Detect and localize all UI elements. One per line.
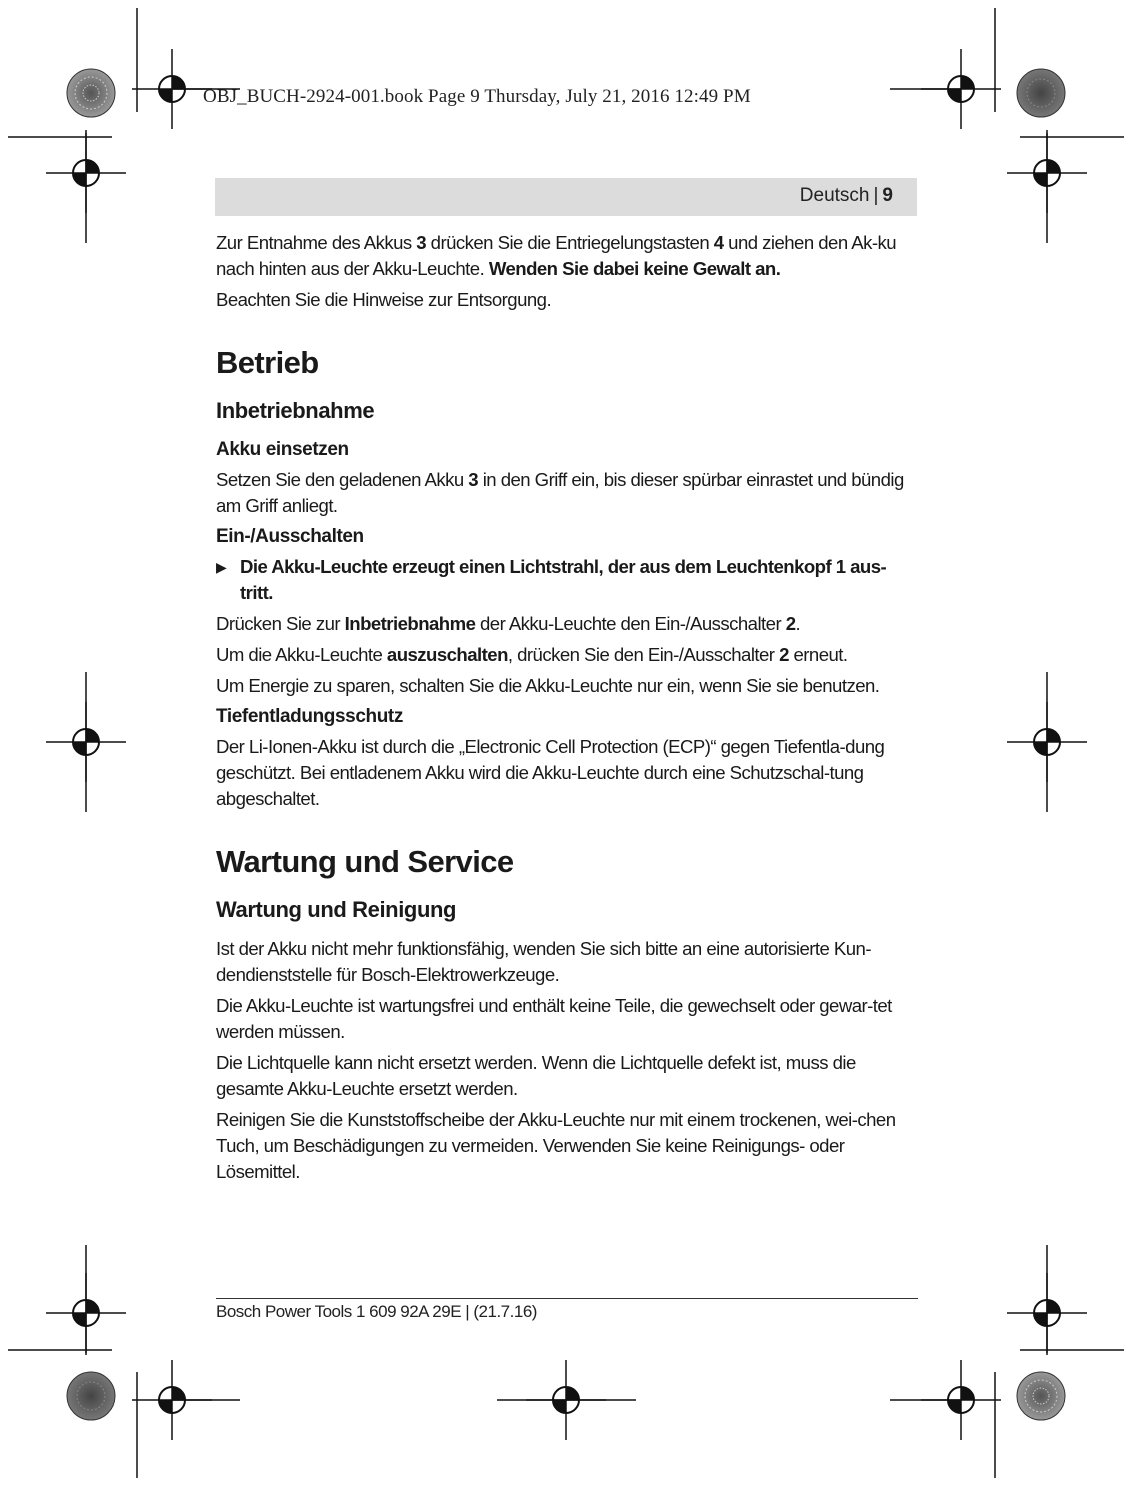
ref-number: 2 <box>779 644 789 665</box>
text-run: Setzen Sie den geladenen Akku <box>216 469 469 490</box>
heading-ein-ausschalten: Ein-/Ausschalten <box>216 526 364 547</box>
intro-paragraph-disposal: Beachten Sie die Hinweise zur Entsorgung. <box>216 289 552 310</box>
page-label <box>800 185 893 207</box>
subsection-title-inbetriebnahme: Inbetriebnahme <box>216 398 375 423</box>
bullet-text: Die Akku-Leuchte erzeugt einen Lichtstrahl, der aus dem Leuchtenkopf 1 aus-tritt. <box>240 556 887 603</box>
triangle-bullet-icon: ▶ <box>216 559 227 575</box>
text-run: der Akku-Leuchte den Ein-/Ausschalter <box>475 613 786 634</box>
text-run: Um die Akku-Leuchte <box>216 644 387 665</box>
paragraph-lichtquelle: Die Lichtquelle kann nicht ersetzt werden. Wenn die Lichtquelle defekt ist, muss die gesamte Akku-Leuchte ersetzt werden. <box>216 1052 856 1099</box>
bullet-lichtstrahl <box>216 554 918 606</box>
subsection-title-reinigung: Wartung und Reinigung <box>216 897 457 922</box>
text-run: Drücken Sie zur <box>216 613 345 634</box>
paragraph-akku-einsetzen <box>216 467 918 519</box>
text-run: und ziehen den Ak-ku nach hinten aus der Akku-Leuchte. <box>216 232 897 279</box>
text-run: Zur Entnahme des Akkus <box>216 232 417 253</box>
section-title-betrieb: Betrieb <box>216 345 319 380</box>
paragraph-energie: Um Energie zu sparen, schalten Sie die Akku-Leuchte nur ein, wenn Sie sie benutzen. <box>216 675 880 696</box>
bold-term: Inbetriebnahme <box>344 613 476 634</box>
ref-number: 4 <box>713 232 724 253</box>
color-target-top-left <box>67 69 115 117</box>
color-target-bottom-left <box>67 1372 115 1420</box>
print-info-header: OBJ_BUCH-2924-001.book Page 9 Thursday, July 21, 2016 12:49 PM <box>203 86 751 107</box>
bold-term: auszuschalten <box>386 644 508 665</box>
heading-tiefentladungsschutz: Tiefentladungsschutz <box>216 706 403 727</box>
color-target-top-right <box>1017 69 1065 117</box>
paragraph-reinigen: Reinigen Sie die Kunststoffscheibe der Akku-Leuchte nur mit einem trockenen, wei-chen Tuch, um Beschädigungen zu vermeiden. Verwenden Sie keine Reinigungs- oder Lösemittel. <box>216 1109 896 1182</box>
text-run: erneut. <box>788 644 848 665</box>
intro-paragraph-removal <box>216 230 918 282</box>
language-label: Deutsch <box>799 185 870 206</box>
footer-text: Bosch Power Tools 1 609 92A 29E | (21.7.16) <box>216 1302 537 1321</box>
main-content <box>216 230 918 1190</box>
text-run: drücken Sie die Entriegelungstasten <box>426 232 714 253</box>
paragraph-einschalten <box>216 611 918 637</box>
footer-rule <box>216 1298 918 1299</box>
ref-number: 3 <box>416 232 427 253</box>
paragraph-wartungsfrei: Die Akku-Leuchte ist wartungsfrei und enthält keine Teile, die gewechselt oder gewar-tet werden müssen. <box>216 995 892 1042</box>
paragraph-kundendienst: Ist der Akku nicht mehr funktionsfähig, wenden Sie sich bitte an eine autorisierte Kun-dendienststelle für Bosch-Elektrowerkzeuge. <box>216 938 871 985</box>
text-run: in den Griff ein, bis dieser spürbar einrastet und bündig am Griff anliegt. <box>216 469 904 516</box>
color-target-bottom-right <box>1017 1372 1065 1420</box>
text-run: , drücken Sie den Ein-/Ausschalter <box>507 644 780 665</box>
warning-text: Wenden Sie dabei keine Gewalt an. <box>488 258 781 279</box>
paragraph-tiefentladungsschutz: Der Li-Ionen-Akku ist durch die „Electronic Cell Protection (ECP)“ gegen Tiefentla-dung geschützt. Bei entladenem Akku wird die Akku-Leuchte durch eine Schutzschal-tung abgeschaltet. <box>216 736 885 809</box>
page-number: 9 <box>882 185 893 206</box>
separator: | <box>873 185 879 206</box>
paragraph-ausschalten <box>216 642 918 668</box>
section-title-wartung: Wartung und Service <box>216 844 514 879</box>
language-bar <box>215 178 917 216</box>
ref-number: 3 <box>468 469 479 490</box>
text-run: . <box>795 613 801 634</box>
ref-number: 2 <box>785 613 796 634</box>
heading-akku-einsetzen: Akku einsetzen <box>216 439 349 460</box>
